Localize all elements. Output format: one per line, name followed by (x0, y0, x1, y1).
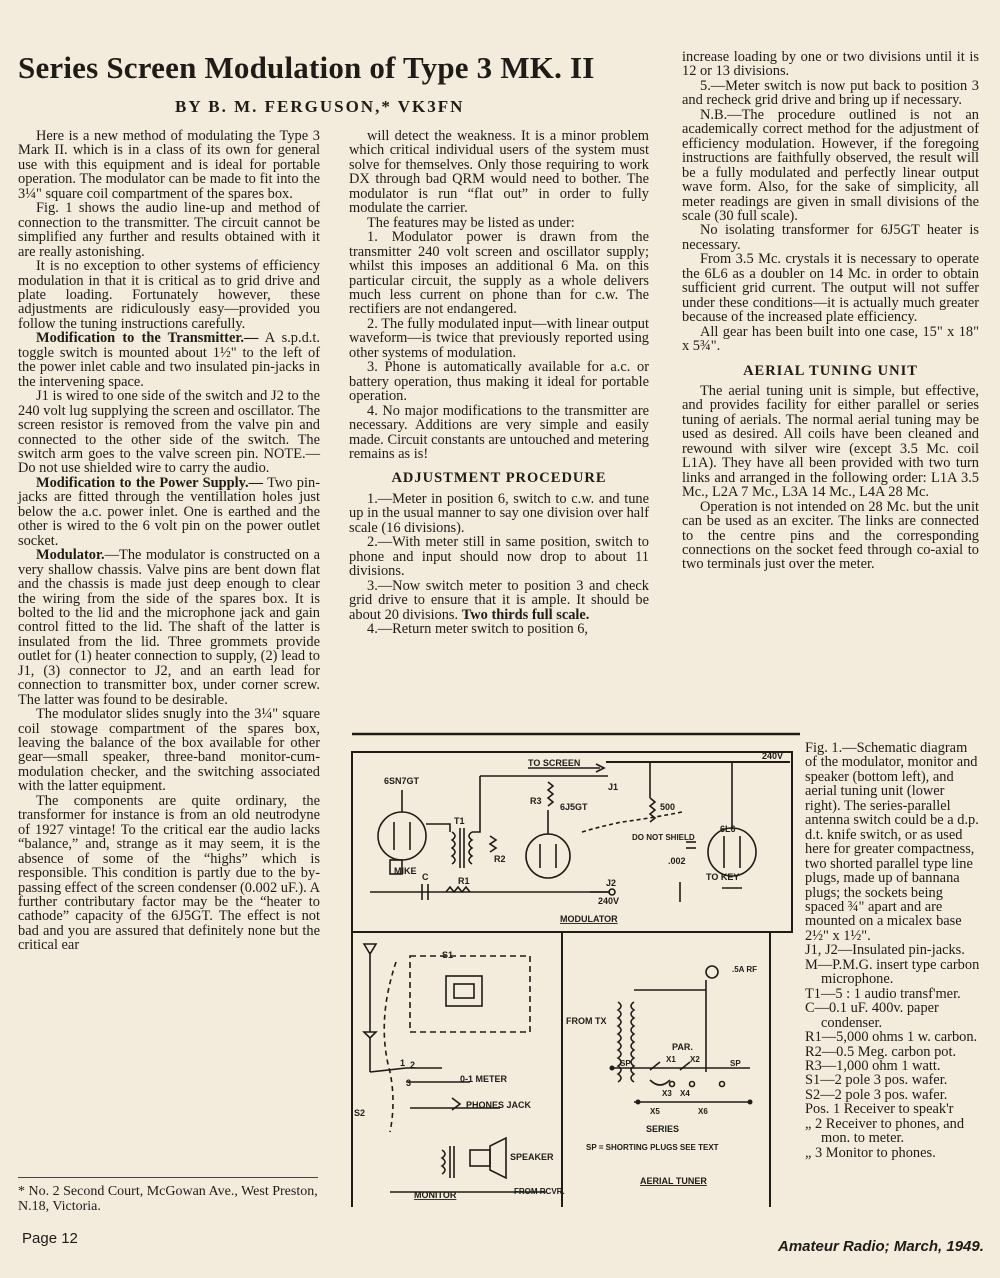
label-aerial-tuner: AERIAL TUNER (640, 1176, 707, 1186)
footnote: * No. 2 Second Court, McGowan Ave., West Preston, N.18, Victoria. (18, 1184, 318, 1214)
label-par: PAR. (672, 1042, 693, 1052)
paragraph-text: Two pin-jacks are fitted through the ventillation holes just below the a.c. power inlet. One is earthed and the other is wired to the 6 volt pin on the power outlet socket. (18, 474, 320, 549)
label-6l6: 6L6 (720, 824, 736, 834)
paragraph: The components are quite ordinary, the transformer for instance is from an old neutrodyne of 1927 vintage! To the critical ear the audio lacks “balance,” and, strange as it may seem, it is the absence of some of the “highs” which is responsible. This condition is partly due to the by-passing effect of the screen condenser (0.002 uF.). A further contributary factor may be the “heater to cathode” capacity of the 6J5GT. The effect is not bad and you are assured that definitely none but the critical ear (18, 792, 320, 954)
label-c: C (422, 872, 429, 882)
article-title: Series Screen Modulation of Type 3 MK. II (18, 50, 595, 85)
label-240v-j2: 240V (598, 896, 620, 906)
label-6sn7gt: 6SN7GT (384, 776, 420, 786)
caption-intro: Fig. 1.—Schematic diagram of the modulator, monitor and speaker (bottom left), and aerial tuning unit (lower right). The series-parallel antenna switch could be a d.p. d.t. knife switch, or as used here for greater compactness, two shorted parallel type line plugs, made up of bannana plugs; the sockets being spaced ¾" apart and are mounted on a micalex base 2½" x 1½". (805, 740, 979, 944)
paragraph: 4. No major modifications to the transmitter are necessary. Additions are very simple and easily made. Circuit constants are untouched and metering remains as is! (349, 402, 649, 462)
paragraph (349, 579, 649, 622)
label-pos-1: 1 (400, 1058, 406, 1068)
paragraph: increase loading by one or two divisions until it is 12 or 13 divisions. (682, 49, 979, 80)
label-r1: R1 (458, 876, 470, 886)
label-x1: X1 (666, 1055, 676, 1064)
figure-caption (805, 741, 982, 1160)
label-x4: X4 (680, 1089, 690, 1098)
label-to-key: TO KEY (706, 872, 740, 882)
paragraph (18, 331, 320, 389)
label-pos-2: 2 (410, 1060, 416, 1070)
paragraph: N.B.—The procedure outlined is not an academically correct method for the adjustment of efficiency modulation. However, if the foregoing instructions are faithfully observed, the result will be a fully modulated and perfectly linear output wave form. Also, for the sake of simplicity, all meter readings are given in small divisions of the scale (30 full scale). (682, 106, 979, 224)
label-pos-3: 3 (406, 1078, 412, 1088)
paragraph-text: —The modulator is constructed on a very shallow chassis. Valve pins are bent down flat and the chassis is made just deep enough to clear the wiring from the side of the spares box. It is bolted to the lid and the microphone jack and gain control fitted to the lid. The shaft of the latter is insulated from the lid. Three grommets provide outlet for (1) heater connection to supply, (2) lead to J1, (3) connector to J2, and an earth lead for connection to transmitter box, under corner screw. The latter was found to be desirable. (18, 547, 320, 708)
label-sp-left: SP (620, 1059, 631, 1068)
caption-item: S2—2 pole 3 pos. wafer. (805, 1086, 948, 1103)
label-sp-note: SP = SHORTING PLUGS SEE TEXT (586, 1143, 719, 1152)
journal-credit: Amateur Radio; March, 1949. (778, 1238, 984, 1255)
paragraph: It is no exception to other systems of efficiency modulation in that it is critical as to grid drive and plate loading. Fortunately however, these adjustments are ridiculously easy—provided you follow the tuning instructions carefully. (18, 258, 320, 332)
run-in-heading: Modification to the Power Supply.— (36, 474, 263, 491)
label-x6: X6 (698, 1107, 708, 1116)
paragraph: 2. The fully modulated input—with linear output waveform—is twice that previously reported using other systems of modulation. (349, 315, 649, 361)
label-to-screen: TO SCREEN (528, 758, 581, 768)
label-x5: X5 (650, 1107, 660, 1116)
footnote-rule (18, 1177, 318, 1178)
column-2 (349, 129, 649, 636)
caption-item: R3—1,000 ohm 1 watt. (805, 1057, 941, 1074)
paragraph: 2.—With meter still in same position, switch to phone and input should now drop to about 11 divisions. (349, 534, 649, 580)
label-from-rcvr: FROM RCVR. (514, 1187, 565, 1196)
label-s2: S2 (354, 1108, 366, 1118)
label-j1: J1 (608, 782, 619, 792)
article-byline: BY B. M. FERGUSON,* VK3FN (175, 97, 465, 116)
caption-item: J1, J2—Insulated pin-jacks. (805, 942, 965, 959)
caption-item: „ 2 Receiver to phones, and mon. to meter. (805, 1115, 965, 1147)
label-6j5gt: 6J5GT (560, 802, 588, 812)
paragraph: will detect the weakness. It is a minor problem which critical individual users of the system must solve for themselves. Only those requiring to work DX through bad QRM would need to bother. The modulator is run “flat out” in order to fully modulate the carrier. (349, 128, 649, 217)
caption-item: T1—5 : 1 audio transf'mer. (805, 985, 961, 1002)
paragraph: From 3.5 Mc. crystals it is necessary to operate the 6L6 as a doubler on 14 Mc. in order to obtain sufficient grid current. The output will not suffer under these conditions—it is actually much greater because of the increased plate efficiency. (682, 251, 979, 326)
label-monitor: MONITOR (414, 1190, 457, 1200)
label-x2: X2 (690, 1055, 700, 1064)
label-sp-right: SP (730, 1059, 741, 1068)
paragraph: The modulator slides snugly into the 3¼" square coil stowage compartment of the spares box, leaving the balance of the box available for other gear—small speaker, three-band monitor-cum-modulation checker, and the switching associated with the latter equipment. (18, 706, 320, 795)
caption-item: C—0.1 uF. 400v. paper condenser. (805, 1000, 939, 1031)
paragraph-text: A s.p.d.t. toggle switch is mounted about 1½" to the left of the power inlet cable and two insulated pin-jacks in the intervening space. (18, 330, 320, 390)
bold-text: Two thirds full scale. (461, 606, 590, 623)
paragraph: The features may be listed as under: (367, 214, 575, 231)
label-t1: T1 (454, 816, 465, 826)
column-3 (682, 50, 979, 572)
section-heading: AERIAL TUNING UNIT (743, 362, 918, 379)
column-1 (18, 129, 320, 953)
label-series: SERIES (646, 1124, 680, 1134)
caption-item: M—P.M.G. insert type carbon microphone. (805, 956, 980, 988)
label-from-tx: FROM TX (566, 1016, 607, 1026)
label-rf-meter: .5A RF (732, 965, 758, 974)
caption-item: R2—0.5 Meg. carbon pot. (805, 1043, 957, 1060)
paragraph: J1 is wired to one side of the switch and J2 to the 240 volt lug supplying the screen and oscillator. The screen resistor is removed from the valve pin and connected to the other side of the switch. The switch arm goes to the valve screen pin. NOTE.—Do not use shielded wire to carry the audio. (18, 388, 320, 477)
label-x3: X3 (662, 1089, 672, 1098)
paragraph: Fig. 1 shows the audio line-up and method of connection to the transmitter. The circuit cannot be simplified any further and results obtained with it are really astonishing. (18, 200, 320, 260)
label-s1: S1 (442, 950, 454, 960)
caption-item: S1—2 pole 3 pos. wafer. (805, 1072, 948, 1089)
paragraph: All gear has been built into one case, 15" x 18" x 5¾". (682, 323, 979, 355)
label-mike: MIKE (394, 866, 417, 876)
page-number: Page 12 (22, 1230, 78, 1247)
paragraph-text: 3.—Now switch meter to position 3 and check grid drive to ensure that it is ample. It should be about 20 divisions. (349, 577, 649, 623)
paragraph: The aerial tuning unit is simple, but effective, and provides facility for either parallel or series tuning of aerials. The normal aerial tuning may be used as desired. All coils have been cleaned and rewound with silver wire (except 3.5 Mc. coil L1A). They have all been provided with two turn links and arranged in the following order: L1A 3.5 Mc., L2A 7 Mc., L3A 14 Mc., L4A 28 Mc. (682, 382, 979, 501)
label-do-not-shield: DO NOT SHIELD (632, 833, 695, 842)
label-240v-top: 240V (762, 751, 784, 761)
caption-item: Pos. 1 Receiver to speak'r (805, 1101, 954, 1118)
paragraph: 4.—Return meter switch to position 6, (367, 620, 589, 637)
label-500: 500 (660, 802, 676, 812)
label-meter: 0-1 METER (460, 1074, 508, 1084)
caption-item: „ 3 Monitor to phones. (805, 1144, 936, 1161)
paragraph: 3. Phone is automatically available for a.c. or battery operation, thus making it ideal for portable operation. (349, 359, 649, 405)
label-cap-002: .002 (668, 856, 686, 866)
section-heading: ADJUSTMENT PROCEDURE (391, 470, 607, 487)
paragraph (18, 548, 320, 707)
paragraph: 5.—Meter switch is now put back to position 3 and recheck grid drive and bring up if necessary. (682, 77, 979, 109)
label-j2: J2 (606, 878, 617, 888)
paragraph (18, 476, 320, 548)
run-in-heading: Modification to the Transmitter.— (36, 330, 259, 347)
label-phones-jack: PHONES JACK (466, 1100, 532, 1110)
paragraph: No isolating transformer for 6J5GT heater is necessary. (682, 222, 979, 253)
label-r2: R2 (494, 854, 506, 864)
paragraph: 1. Modulator power is drawn from the transmitter 240 volt screen and oscillator supply; whilst this imposes an additional 6 Ma. on this particular circuit, the supply as a whole delivers much less current on phone than for c.w. The rectifiers are not endangered. (349, 229, 649, 318)
paragraph: Here is a new method of modulating the Type 3 Mark II. which is in a class of its own for general use with this equipment and is ideal for portable operation. The modulator can be made to fit into the 3¼" square coil compartment of the spares box. (18, 128, 320, 202)
label-modulator: MODULATOR (560, 914, 618, 924)
paragraph: 1.—Meter in position 6, switch to c.w. and tune up in the usual manner to say one division over half scale (16 divisions). (349, 490, 649, 536)
run-in-heading: Modulator. (36, 547, 105, 564)
label-speaker: SPEAKER (510, 1152, 554, 1162)
caption-item: R1—5,000 ohms 1 w. carbon. (805, 1029, 978, 1046)
label-r3: R3 (530, 796, 542, 806)
paragraph: Operation is not intended on 28 Mc. but the unit can be used as an exciter. The links are connected to the centre pins and the corresponding connections on the socket feed through co-axial to two terminals just over the meter. (682, 498, 979, 573)
schematic-figure (350, 732, 800, 1212)
